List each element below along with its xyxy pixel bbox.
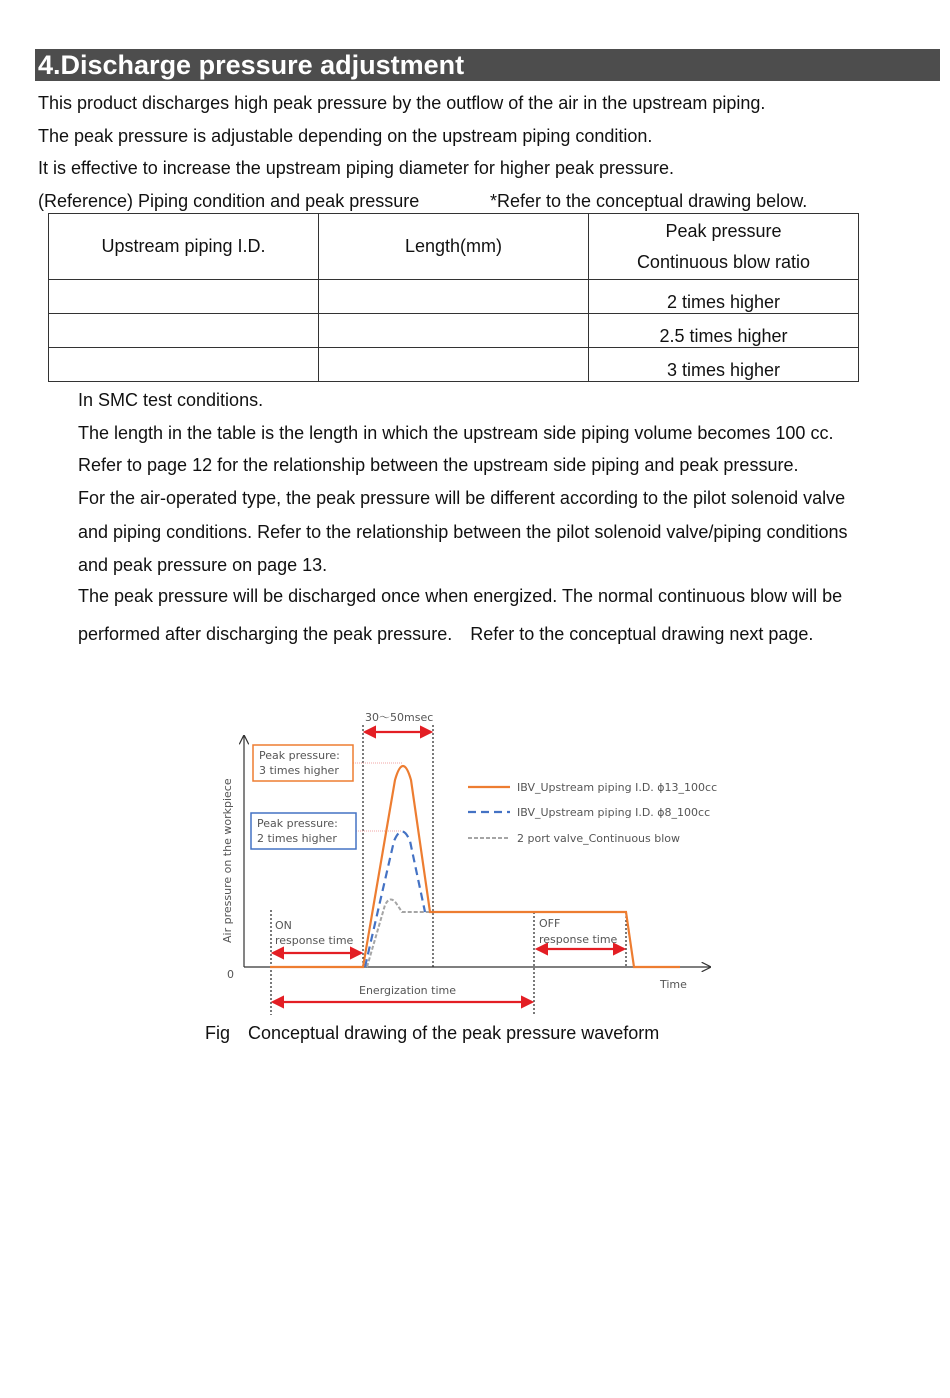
energization-label: Energization time [359, 984, 456, 997]
header-ratio [589, 214, 859, 280]
legend-item: 2 port valve_Continuous blow [517, 832, 681, 845]
note: performed after discharging the peak pressure. Refer to the conceptual drawing next page. [78, 624, 814, 644]
box2-line1: Peak pressure: [257, 817, 338, 830]
table-row [49, 280, 859, 314]
intro-line: The peak pressure is adjustable depending on the upstream piping condition. [38, 126, 653, 146]
cell: 2 times higher [589, 280, 859, 314]
legend [468, 781, 717, 845]
section-heading: 4.Discharge pressure adjustment [35, 49, 940, 81]
cell [319, 314, 589, 348]
on-label: ON [275, 919, 292, 932]
box2-line2: 2 times higher [257, 832, 337, 845]
figure-caption: Fig Conceptual drawing of the peak pressure waveform [205, 1023, 660, 1043]
waveform-diagram [210, 700, 740, 1020]
header-ratio-line2: Continuous blow ratio [636, 251, 811, 272]
on-response-label: response time [275, 934, 354, 947]
header-length: Length(mm) [319, 214, 589, 280]
note: The length in the table is the length in which the upstream side piping volume becomes 100 cc. [78, 423, 834, 443]
reference-note: *Refer to the conceptual drawing below. [490, 191, 808, 211]
gray-continuous-blow-curve [367, 899, 430, 967]
cell [319, 348, 589, 382]
table-row [49, 348, 859, 382]
note: Refer to page 12 for the relationship between the upstream side piping and peak pressure. [78, 455, 799, 475]
cell [49, 280, 319, 314]
piping-table [48, 213, 859, 382]
cell [319, 280, 589, 314]
note: For the air-operated type, the peak pressure will be different according to the pilot solenoid valve [78, 488, 846, 508]
legend-item: IBV_Upstream piping I.D. ϕ8_100cc [517, 806, 711, 819]
header-id: Upstream piping I.D. [49, 214, 319, 280]
cell [49, 314, 319, 348]
reference-label: (Reference) Piping condition and peak pressure [38, 191, 420, 211]
note: The peak pressure will be discharged once when energized. The normal continuous blow will be [78, 586, 843, 606]
box3-line1: Peak pressure: [259, 749, 340, 762]
cell [49, 348, 319, 382]
timing-label: 30〜50msec [365, 711, 434, 724]
note: In SMC test conditions. [78, 390, 264, 410]
off-response-label: response time [539, 933, 618, 946]
note: and peak pressure on page 13. [78, 555, 328, 575]
header-ratio-line1: Peak pressure [665, 220, 782, 241]
intro-line: This product discharges high peak pressure by the outflow of the air in the upstream piping. [38, 93, 766, 113]
legend-item: IBV_Upstream piping I.D. ϕ13_100cc [517, 781, 718, 794]
cell: 2.5 times higher [589, 314, 859, 348]
box3-line2: 3 times higher [259, 764, 339, 777]
table-row [49, 314, 859, 348]
origin-label: 0 [227, 968, 234, 981]
off-label: OFF [539, 917, 561, 930]
x-axis-label: Time [660, 978, 687, 991]
cell: 3 times higher [589, 348, 859, 382]
y-axis-label: Air pressure on the workpiece [221, 778, 234, 943]
note: and piping conditions. Refer to the relationship between the pilot solenoid valve/piping conditions [78, 522, 848, 542]
intro-line: It is effective to increase the upstream piping diameter for higher peak pressure. [38, 158, 675, 178]
